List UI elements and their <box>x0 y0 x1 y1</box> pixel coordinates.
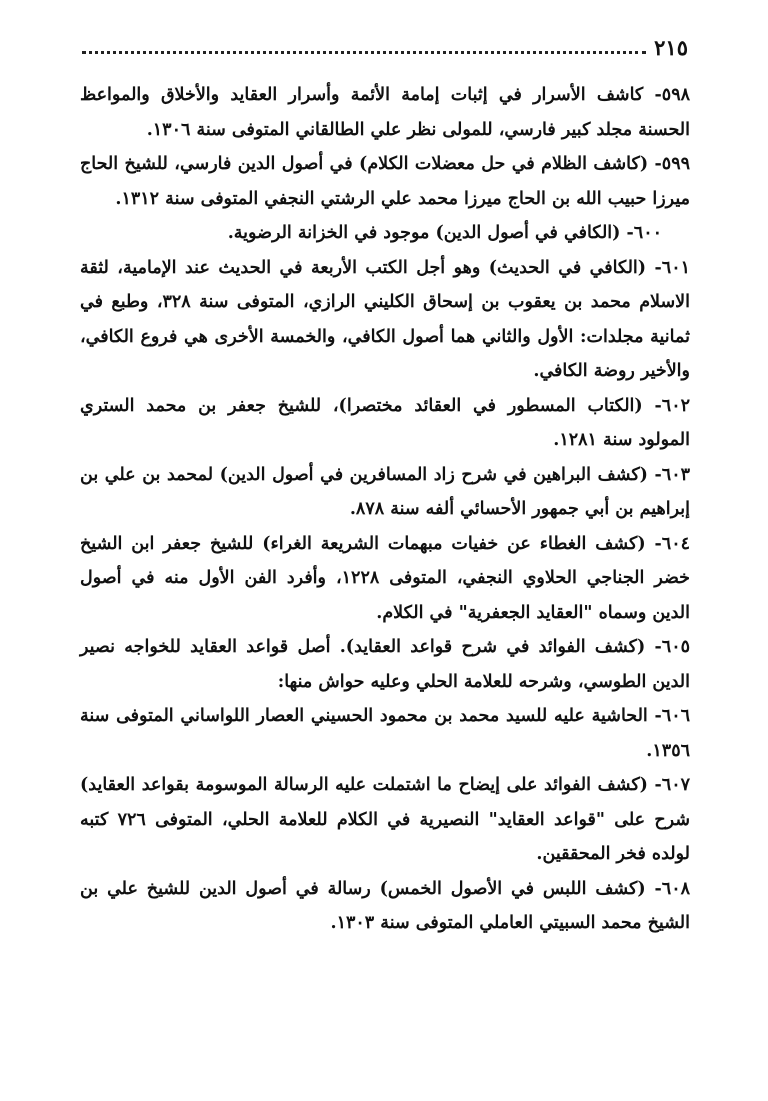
entry-607: ٦٠٧- (كشف الفوائد على إيضاح ما اشتملت عليه الرسالة الموسومة بقواعد العقايد) شرح على "قواعد العقايد" النصيرية في الكلام للعلامة الحلي، المتوفى ٧٢٦ كتبه لولده فخر المحققين. <box>80 775 690 864</box>
entry-602: ٦٠٢- (الكتاب المسطور في العقائد مختصرا)، للشيخ جعفر بن محمد الستري المولود سنة ١٢٨١. <box>80 395 690 450</box>
header-dotted-rule <box>82 51 646 54</box>
entry-603: ٦٠٣- (كشف البراهين في شرح زاد المسافرين في أصول الدين) لمحمد بن علي بن إبراهيم بن أبي جمهور الأحسائي ألفه سنة ٨٧٨. <box>80 464 690 519</box>
page-body <box>80 78 690 941</box>
page-number: ٢١٥ <box>654 35 688 60</box>
entry-600: ٦٠٠- (الكافي في أصول الدين) موجود في الخزانة الرضوية. <box>227 223 662 243</box>
entry-605: ٦٠٥- (كشف الفوائد في شرح قواعد العقايد). أصل قواعد العقايد للخواجه نصير الدين الطوسي، وشرحه للعلامة الحلي وعليه حواش منها: <box>80 637 690 692</box>
entry-601: ٦٠١- (الكافي في الحديث) وهو أجل الكتب الأربعة في الحديث عند الإمامية، لثقة الاسلام محمد بن يعقوب بن إسحاق الكليني الرازي، المتوفى سنة ٣٢٨، وطبع في ثمانية مجلدات: الأول والثاني هما أصول الكافي، والخمسة الأخرى هي فروع الكافي، والأخير روضة الكافي. <box>80 257 690 381</box>
entry-608: ٦٠٨- (كشف اللبس في الأصول الخمس) رسالة في أصول الدين للشيخ علي بن الشيخ محمد السبيتي العاملي المتوفى سنة ١٣٠٣. <box>80 878 690 933</box>
entry-599: ٥٩٩- (كاشف الظلام في حل معضلات الكلام) في أصول الدين فارسي، للشيخ الحاج ميرزا حبيب الله بن الحاج ميرزا محمد علي الرشتي النجفي المتوفى سنة ١٣١٢. <box>80 154 690 209</box>
page-header <box>82 30 688 60</box>
entry-598: ٥٩٨- كاشف الأسرار في إثبات إمامة الأئمة وأسرار العقايد والأخلاق والمواعظ الحسنة مجلد كبير فارسي، للمولى نظر علي الطالقاني المتوفى سنة ١٣٠٦. <box>80 85 690 140</box>
entry-606: ٦٠٦- الحاشية عليه للسيد محمد بن محمود الحسيني العصار اللواساني المتوفى سنة ١٣٥٦. <box>80 706 690 761</box>
entry-604: ٦٠٤- (كشف الغطاء عن خفيات مبهمات الشريعة الغراء) للشيخ جعفر ابن الشيخ خضر الجناجي الحلاوي النجفي، المتوفى ١٢٢٨، وأفرد الفن الأول منه في أصول الدين وسماه "العقايد الجعفرية" في الكلام. <box>80 533 690 623</box>
